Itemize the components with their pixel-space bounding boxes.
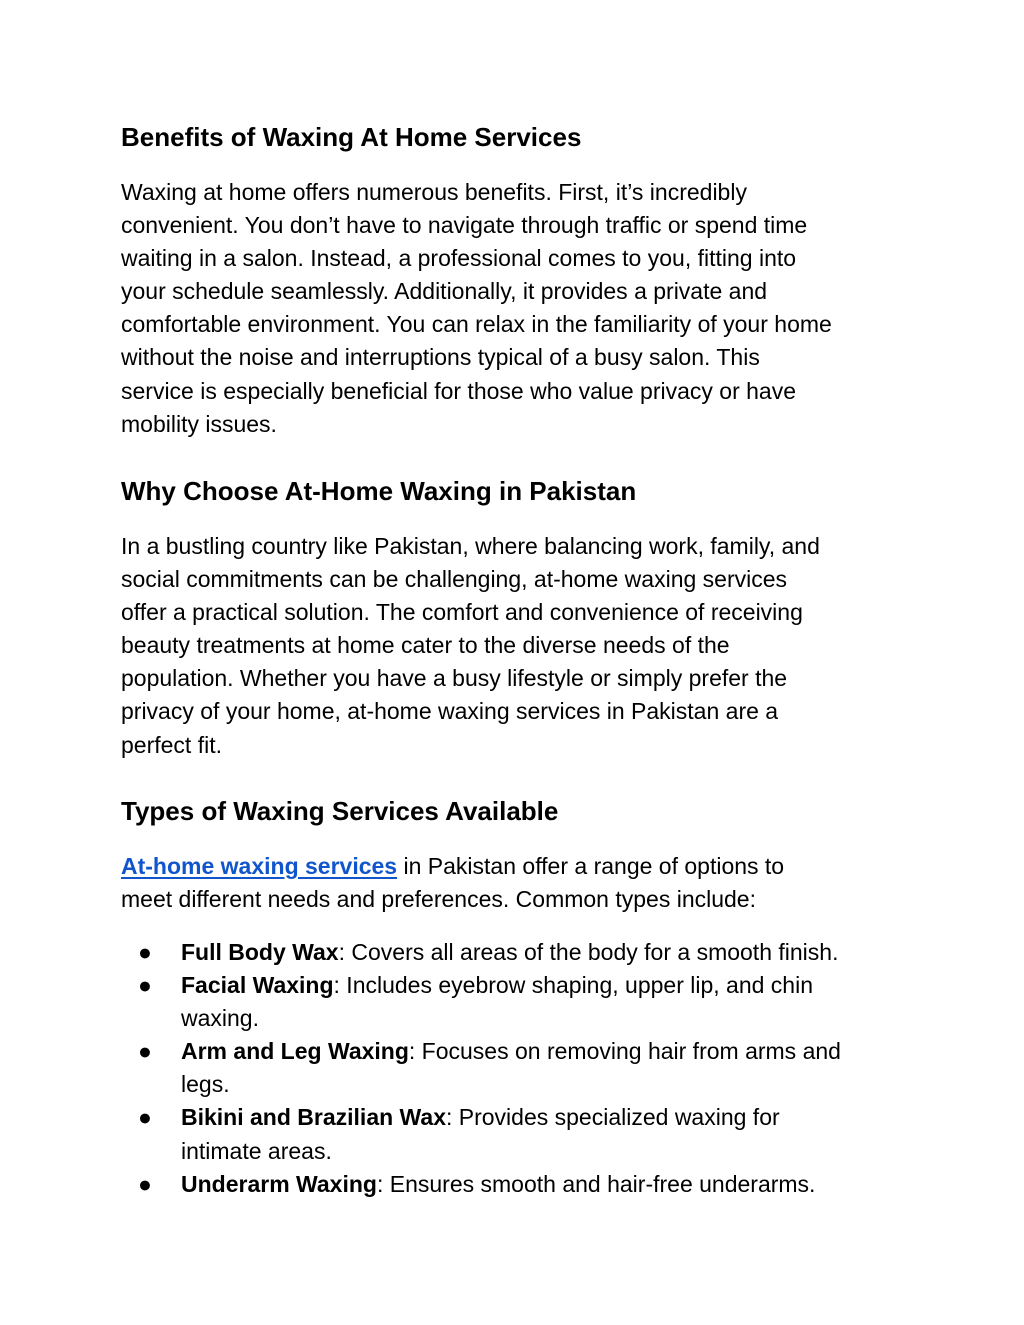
- list-item-arm-and-leg-waxing: [121, 1035, 841, 1101]
- list-item-term: Underarm Waxing: [181, 1170, 377, 1197]
- list-item-term: Arm and Leg Waxing: [181, 1038, 409, 1065]
- list-item-description: : Covers all areas of the body for a smooth finish.: [338, 939, 839, 965]
- paragraph-line: meet different needs and preferences. Common types include:: [121, 886, 756, 913]
- bullet-icon: ●: [138, 1170, 152, 1197]
- paragraph-line: perfect fit.: [121, 731, 222, 758]
- waxing-types-list: [121, 936, 841, 1201]
- list-item-term: Facial Waxing: [181, 972, 334, 999]
- list-item-term: Bikini and Brazilian Wax: [181, 1104, 446, 1131]
- paragraph-line: waiting in a salon. Instead, a professional comes to you, fitting into: [121, 245, 797, 272]
- paragraph-line: population. Whether you have a busy lifestyle or simply prefer the: [121, 665, 788, 692]
- list-item-full-body-wax: [121, 936, 841, 969]
- list-item-bikini-and-brazilian-wax: [121, 1101, 841, 1167]
- paragraph-why-choose: [121, 530, 820, 762]
- section-heading-types: Types of Waxing Services Available: [121, 796, 559, 826]
- paragraph-benefits: [121, 176, 832, 441]
- paragraph-line: offer a practical solution. The comfort and convenience of receiving: [121, 599, 803, 626]
- paragraph-line: [121, 850, 784, 883]
- paragraph-line: comfortable environment. You can relax in the familiarity of your home: [121, 311, 832, 338]
- list-item-continuation: waxing.: [181, 1005, 259, 1032]
- paragraph-line: without the noise and interruptions typical of a busy salon. This: [121, 344, 760, 371]
- paragraph-line: social commitments can be challenging, at-home waxing services: [121, 566, 788, 593]
- paragraph-line: mobility issues.: [121, 410, 277, 437]
- list-item-description: : Includes eyebrow shaping, upper lip, and chin: [333, 972, 814, 999]
- section-heading-why-choose: Why Choose At-Home Waxing in Pakistan: [121, 476, 637, 506]
- section-heading-benefits: Benefits of Waxing At Home Services: [121, 122, 582, 152]
- paragraph-line: beauty treatments at home cater to the diverse needs of the: [121, 632, 730, 659]
- bullet-icon: ●: [138, 1104, 152, 1131]
- paragraph-line: your schedule seamlessly. Additionally, it provides a private and: [121, 278, 768, 305]
- list-item-facial-waxing: [121, 969, 841, 1035]
- at-home-waxing-services-link[interactable]: At-home waxing services: [121, 853, 398, 879]
- paragraph-line: In a bustling country like Pakistan, where balancing work, family, and: [121, 533, 820, 559]
- paragraph-line: privacy of your home, at-home waxing services in Pakistan are a: [121, 698, 779, 725]
- list-item-continuation: legs.: [181, 1071, 230, 1098]
- paragraph-line: service is especially beneficial for those who value privacy or have: [121, 377, 796, 404]
- list-item-description: : Ensures smooth and hair-free underarms.: [376, 1170, 816, 1197]
- bullet-icon: ●: [138, 1038, 152, 1065]
- list-item-description: : Focuses on removing hair from arms and: [408, 1038, 841, 1065]
- paragraph-text: in Pakistan offer a range of options to: [397, 853, 785, 879]
- paragraph-line: Waxing at home offers numerous benefits. First, it’s incredibly: [121, 179, 747, 205]
- list-item-underarm-waxing: [121, 1168, 841, 1201]
- bullet-icon: ●: [138, 972, 152, 999]
- paragraph-types-intro: [121, 850, 784, 916]
- list-item-continuation: intimate areas.: [181, 1137, 332, 1164]
- paragraph-line: convenient. You don’t have to navigate through traffic or spend time: [121, 212, 808, 239]
- list-item-description: : Provides specialized waxing for: [445, 1104, 780, 1131]
- bullet-icon: ●: [138, 939, 152, 965]
- list-item-term: Full Body Wax: [181, 939, 339, 965]
